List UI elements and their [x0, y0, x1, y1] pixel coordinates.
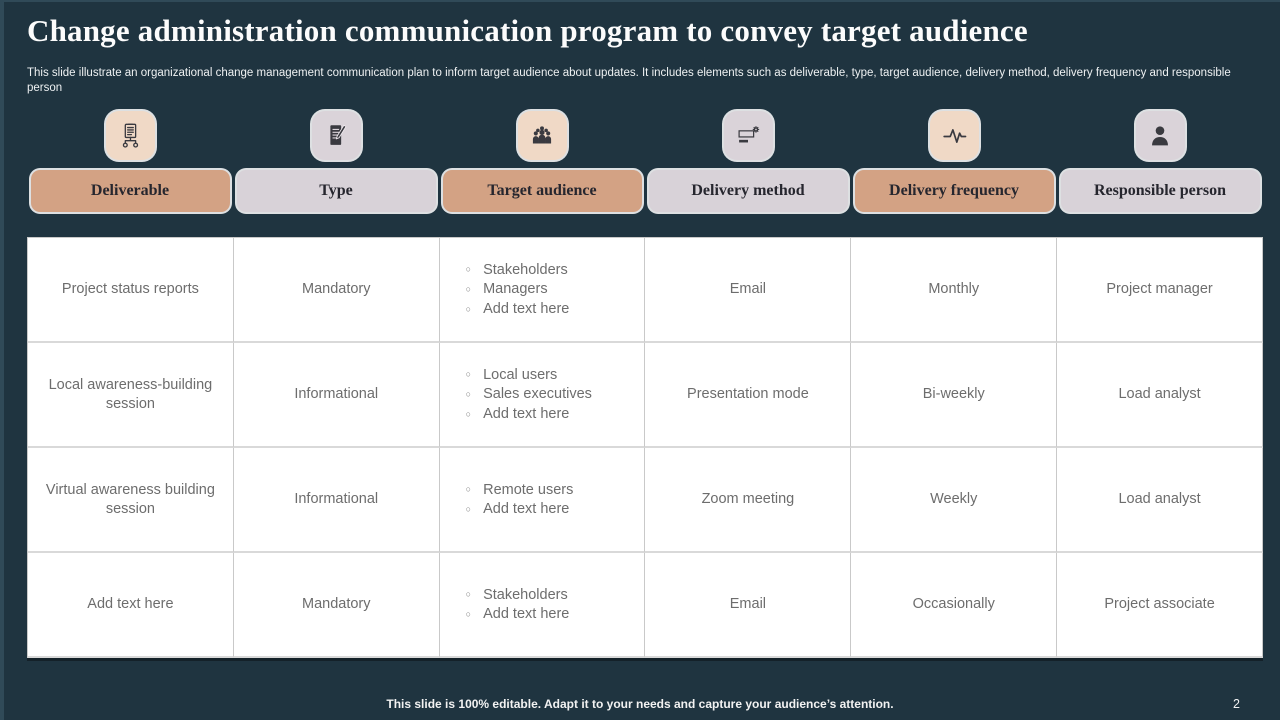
column-header-label: Delivery method: [691, 182, 805, 199]
column-header-type: [237, 170, 436, 212]
list-item: ○ Add text here: [466, 405, 592, 423]
cell-delivery-frequency: Bi-weekly: [851, 343, 1057, 448]
list-item: ○ Add text here: [466, 605, 570, 623]
audience-list: [466, 259, 570, 319]
cell-type: Informational: [234, 448, 440, 553]
cell-deliverable: Project status reports: [28, 238, 234, 343]
cell-type: Informational: [234, 343, 440, 448]
slide-description: This slide illustrate an organizational change management communication plan to inform target audience about updates. It includes elements such as deliverable, type, target audience, delivery method, delivery frequency and responsible person: [27, 67, 1231, 94]
people-group-icon: [518, 111, 567, 160]
cell-target-audience: [440, 343, 646, 448]
cell-delivery-method: Email: [645, 553, 851, 658]
cell-responsible-person: Project manager: [1057, 238, 1263, 343]
column-header-label: Delivery frequency: [889, 182, 1019, 199]
cell-deliverable: Add text here: [28, 553, 234, 658]
pulse-icon: [930, 111, 979, 160]
cell-target-audience: [440, 553, 646, 658]
list-item: ○ Sales executives: [466, 385, 592, 403]
column-header-deliverable: [31, 170, 230, 212]
cell-type: Mandatory: [234, 238, 440, 343]
column-header-delivery-method: [649, 170, 848, 212]
screen-gear-icon: [724, 111, 773, 160]
footer-note: This slide is 100% editable. Adapt it to your needs and capture your audience’s attention.: [386, 697, 894, 711]
cell-delivery-frequency: Weekly: [851, 448, 1057, 553]
cell-deliverable: Local awareness-building session: [28, 343, 234, 448]
icon-wrap-delivery-frequency: [851, 111, 1057, 160]
cell-delivery-frequency: Monthly: [851, 238, 1057, 343]
cell-responsible-person: Project associate: [1057, 553, 1263, 658]
column-header-delivery-frequency: [855, 170, 1054, 212]
column-headers-row: [27, 170, 1263, 212]
communication-plan-table: [27, 237, 1263, 658]
icon-wrap-delivery-method: [645, 111, 851, 160]
list-item: ○ Local users: [466, 366, 592, 384]
list-item: ○ Managers: [466, 280, 570, 298]
cell-delivery-method: Zoom meeting: [645, 448, 851, 553]
cell-delivery-method: Presentation mode: [645, 343, 851, 448]
icon-wrap-type: [233, 111, 439, 160]
column-icons-row: [27, 111, 1263, 160]
audience-list: [466, 584, 570, 625]
page-number: 2: [1233, 697, 1240, 711]
audience-list: [466, 364, 592, 424]
list-item: ○ Add text here: [466, 300, 570, 318]
person-icon: [1136, 111, 1185, 160]
column-header-responsible-person: [1061, 170, 1260, 212]
cell-type: Mandatory: [234, 553, 440, 658]
cell-target-audience: [440, 448, 646, 553]
audience-list: [466, 479, 574, 520]
page-title: Change administration communication program to convey target audience: [27, 13, 1028, 48]
list-item: ○ Remote users: [466, 481, 574, 499]
column-header-label: Deliverable: [90, 182, 170, 199]
column-header-label: Type: [319, 182, 353, 199]
list-item: ○ Stakeholders: [466, 261, 570, 279]
column-header-label: Responsible person: [1093, 182, 1227, 199]
column-header-label: Target audience: [487, 182, 597, 199]
cell-delivery-frequency: Occasionally: [851, 553, 1057, 658]
icon-wrap-deliverable: [27, 111, 233, 160]
cell-responsible-person: Load analyst: [1057, 448, 1263, 553]
list-item: ○ Add text here: [466, 500, 574, 518]
icon-wrap-responsible-person: [1057, 111, 1263, 160]
clipboard-flowchart-icon: [106, 111, 155, 160]
icon-wrap-target-audience: [439, 111, 645, 160]
cell-target-audience: [440, 238, 646, 343]
list-item: ○ Stakeholders: [466, 586, 570, 604]
cell-delivery-method: Email: [645, 238, 851, 343]
column-header-target-audience: [443, 170, 642, 212]
document-pen-icon: [312, 111, 361, 160]
cell-deliverable: Virtual awareness building session: [28, 448, 234, 553]
cell-responsible-person: Load analyst: [1057, 343, 1263, 448]
